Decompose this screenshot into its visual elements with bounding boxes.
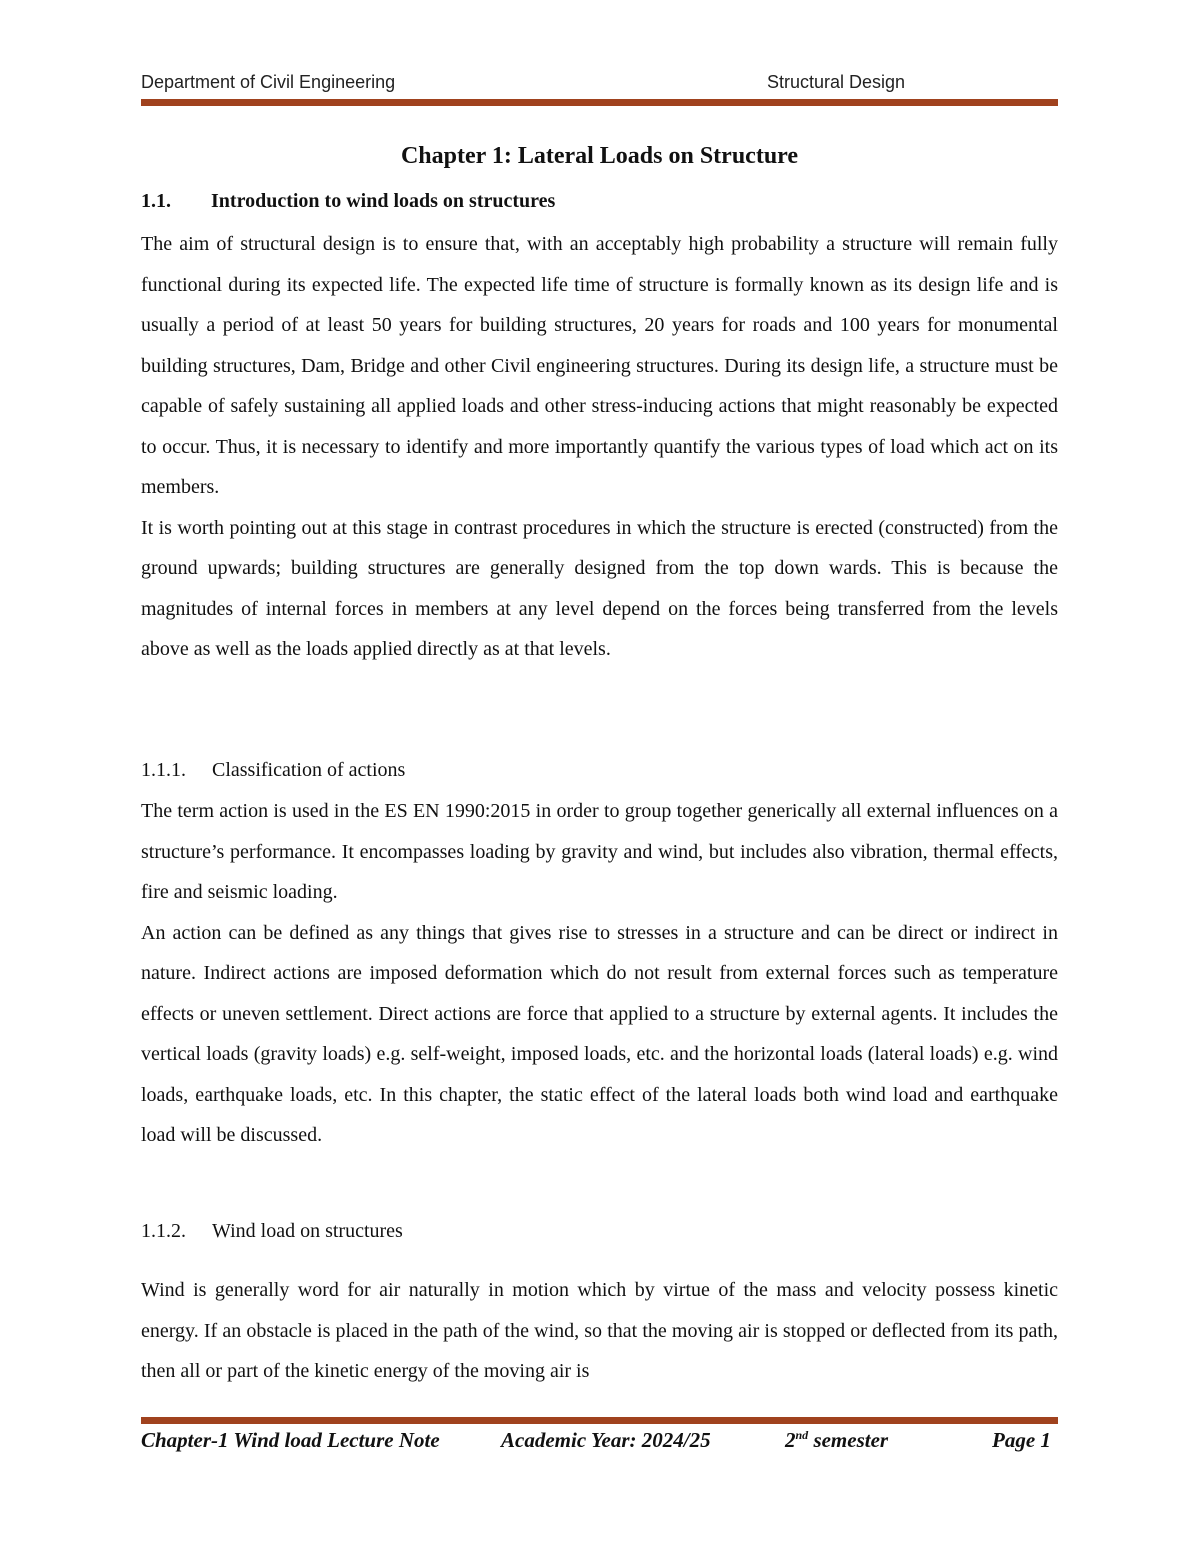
wind-paragraphs xyxy=(141,1270,1058,1392)
paragraph: It is worth pointing out at this stage in contrast procedures in which the structure is erected (constructed) from the ground upwards; building structures are generally designed from the top down wards. This is because the magnitudes of internal forces in members at any level depend on the forces being transferred from the levels above as well as the loads applied directly as at that levels. xyxy=(141,516,1058,660)
paragraph: Wind is generally word for air naturally in motion which by virtue of the mass and velocity possess kinetic energy. If an obstacle is placed in the path of the wind, so that the moving air is stopped or deflected from its path, then all or part of the kinetic energy of the moving air is xyxy=(141,1279,1058,1382)
section-heading-1-1-2 xyxy=(141,1220,403,1243)
section-number: 1.1. xyxy=(141,190,171,212)
section-title: Classification of actions xyxy=(212,759,406,781)
section-title: Wind load on structures xyxy=(212,1220,403,1242)
chapter-title: Chapter 1: Lateral Loads on Structure xyxy=(400,143,799,169)
paragraph: The aim of structural design is to ensure that, with an acceptably high probability a structure will remain fully functional during its expected life. The expected life time of structure is formally known as its design life and is usually a period of at least 50 years for building structures, 20 years for roads and 100 years for monumental building structures, Dam, Bridge and other Civil engineering structures. During its design life, a structure must be capable of safely sustaining all applied loads and other stress-inducing actions that might reasonably be expected to occur. Thus, it is necessary to identify and more importantly quantify the various types of load which act on its members. xyxy=(141,233,1058,498)
footer-note: Chapter-1 Wind load Lecture Note xyxy=(141,1428,440,1452)
footer-semester xyxy=(785,1428,888,1453)
intro-paragraphs xyxy=(141,224,1058,670)
section-title: Introduction to wind loads on structures xyxy=(211,190,556,212)
header-rule xyxy=(141,99,1058,106)
paragraph: The term action is used in the ES EN 1990:2015 in order to group together generically all external influences on a structure’s performance. It encompasses loading by gravity and wind, but includes also vibration, thermal effects, fire and seismic loading. xyxy=(141,800,1058,903)
semester-number: 2 xyxy=(785,1428,796,1452)
footer-page-number: Page 1 xyxy=(992,1428,1051,1452)
semester-suffix: nd xyxy=(795,1428,809,1442)
footer-rule xyxy=(141,1417,1058,1424)
header-department: Department of Civil Engineering xyxy=(141,72,396,92)
semester-word: semester xyxy=(813,1428,889,1452)
paragraph: An action can be defined as any things that gives rise to stresses in a structure and can be direct or indirect in nature. Indirect actions are imposed deformation which do not result from external forces such as temperature effects or uneven settlement. Direct actions are force that applied to a structure by external agents. It includes the vertical loads (gravity loads) e.g. self-weight, imposed loads, etc. and the horizontal loads (lateral loads) e.g. wind loads, earthquake loads, etc. In this chapter, the static effect of the lateral loads both wind load and earthquake load will be discussed. xyxy=(141,921,1058,1146)
section-number: 1.1.2. xyxy=(141,1220,186,1242)
section-number: 1.1.1. xyxy=(141,759,186,781)
section-heading-1-1 xyxy=(141,190,555,213)
actions-paragraphs xyxy=(141,791,1058,1156)
section-heading-1-1-1 xyxy=(141,759,405,782)
header-course: Structural Design xyxy=(767,72,906,92)
footer-academic-year: Academic Year: 2024/25 xyxy=(501,1428,711,1452)
